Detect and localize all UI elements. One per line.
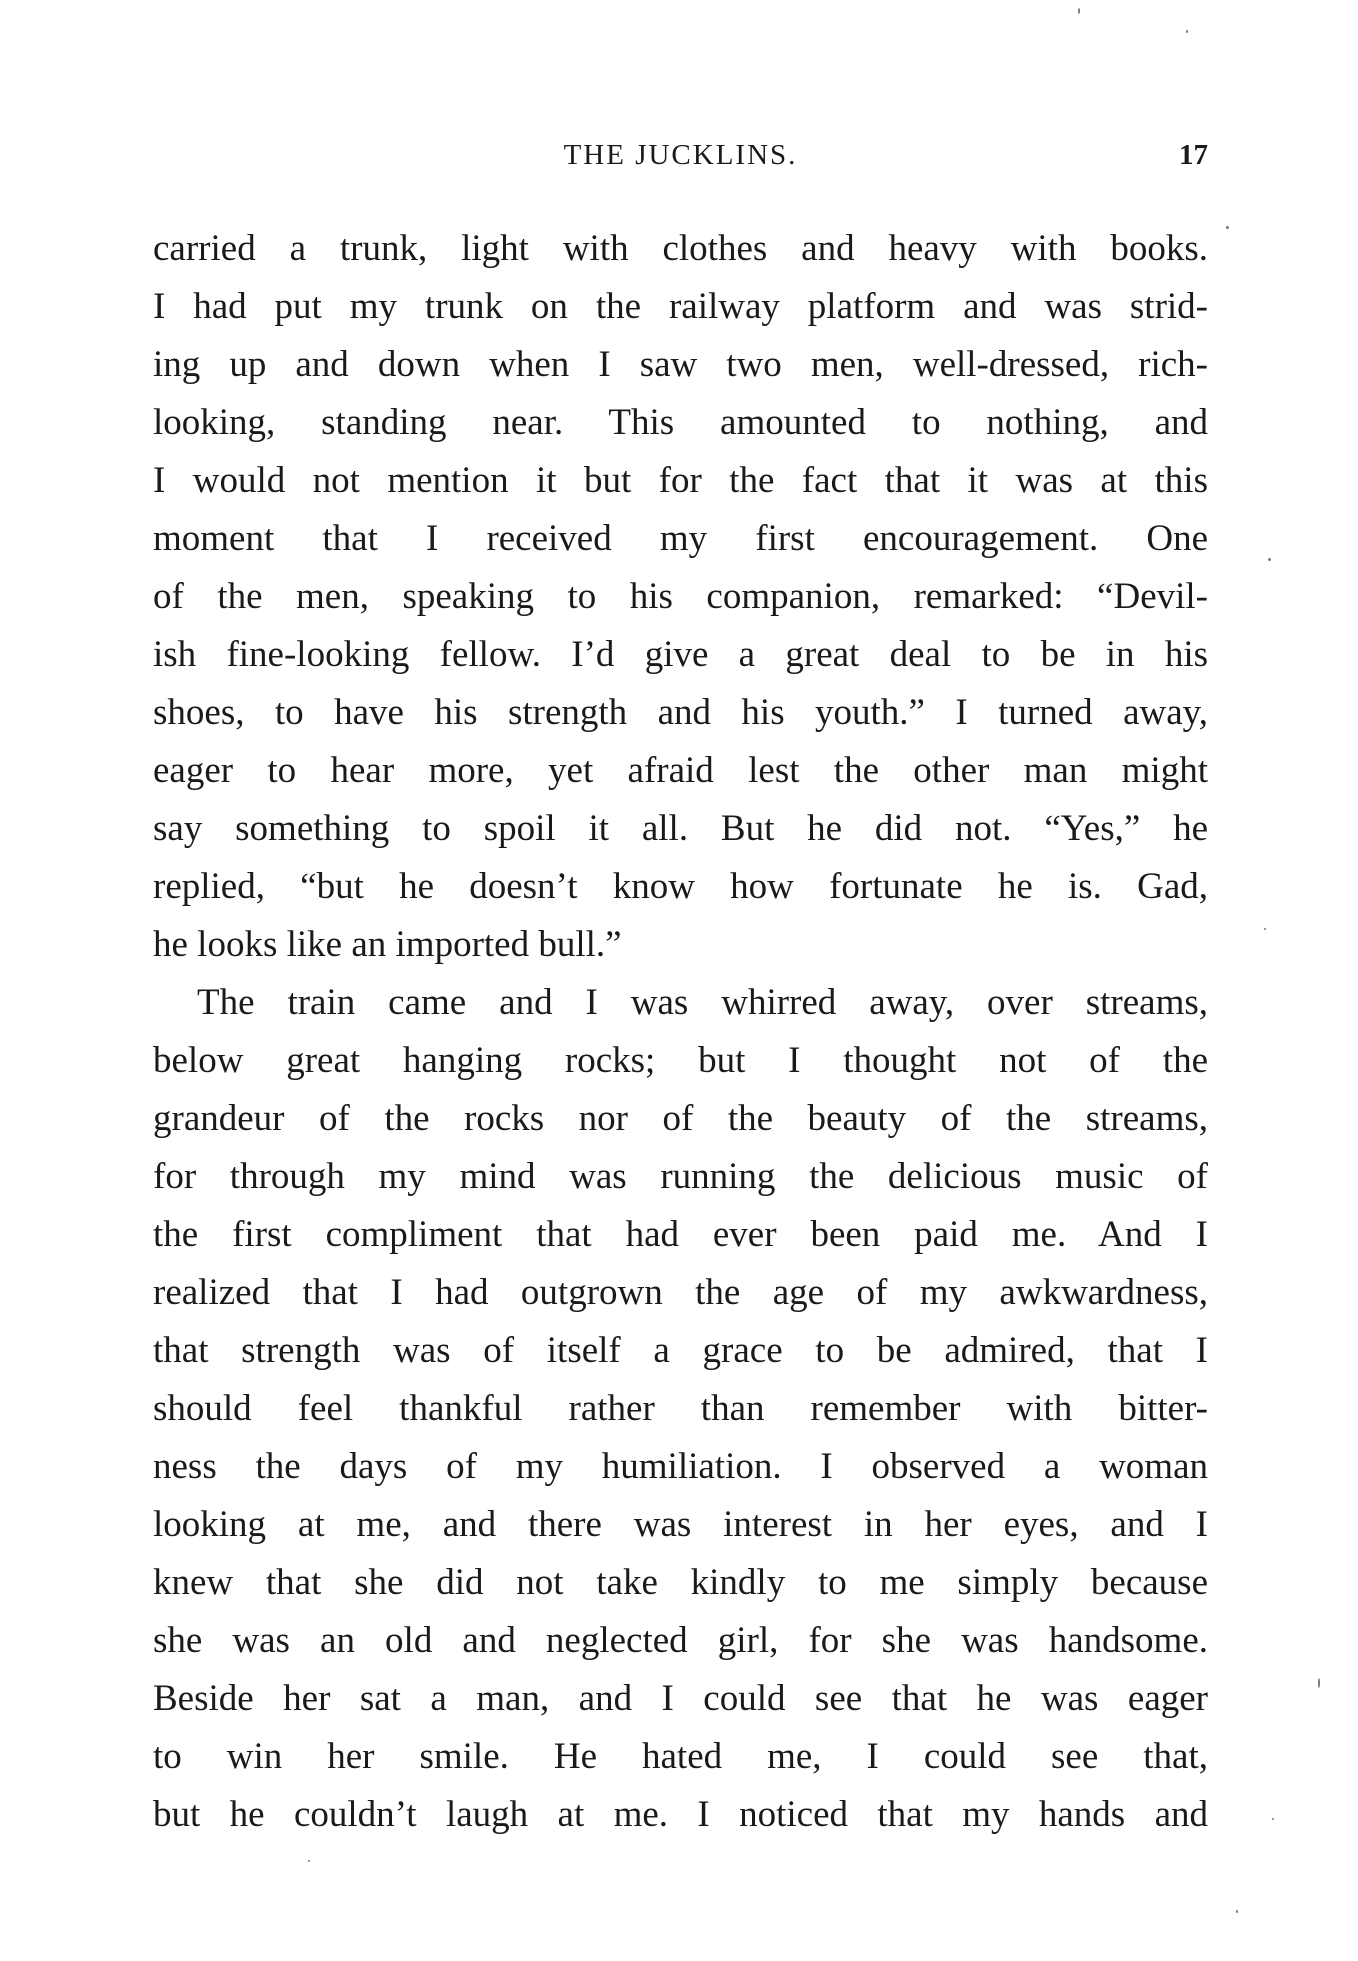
page-number: 17 xyxy=(1179,139,1208,171)
paragraph-2 xyxy=(153,974,1208,1844)
paper-speck xyxy=(1268,558,1271,561)
text-line: of the men, speaking to his companion, remarked: “Devil- xyxy=(153,576,1208,617)
text-line: replied, “but he doesn’t know how fortunate he is. Gad, xyxy=(153,866,1208,907)
text-line: for through my mind was running the delicious music of xyxy=(153,1156,1208,1197)
text-line: I would not mention it but for the fact that it was at this xyxy=(153,460,1208,501)
body-text xyxy=(153,220,1208,1844)
text-line: ish fine-looking fellow. I’d give a great deal to be in his xyxy=(153,634,1208,675)
paper-speck xyxy=(1078,8,1080,14)
paper-speck xyxy=(1236,1910,1238,1913)
text-line: The train came and I was whirred away, over streams, xyxy=(197,982,1208,1023)
paper-speck xyxy=(308,1860,310,1862)
text-line: but he couldn’t laugh at me. I noticed that my hands and xyxy=(153,1794,1208,1835)
text-line: moment that I received my first encouragement. One xyxy=(153,518,1208,559)
text-line: carried a trunk, light with clothes and heavy with books. xyxy=(153,228,1208,269)
paper-speck xyxy=(1272,1818,1274,1820)
text-line: realized that I had outgrown the age of my awkwardness, xyxy=(153,1272,1208,1313)
text-line: below great hanging rocks; but I thought not of the xyxy=(153,1040,1208,1081)
text-line: that strength was of itself a grace to be admired, that I xyxy=(153,1330,1208,1371)
running-head xyxy=(153,133,1208,177)
text-line: looking at me, and there was interest in her eyes, and I xyxy=(153,1504,1208,1545)
paper-speck xyxy=(1186,30,1188,33)
text-line: eager to hear more, yet afraid lest the other man might xyxy=(153,750,1208,791)
text-line: she was an old and neglected girl, for she was handsome. xyxy=(153,1620,1208,1661)
paper-speck xyxy=(1226,226,1229,229)
text-line: Beside her sat a man, and I could see that he was eager xyxy=(153,1678,1208,1719)
text-line: he looks like an imported bull.” xyxy=(153,924,622,965)
paragraph-1 xyxy=(153,220,1208,974)
text-line: should feel thankful rather than remember with bitter- xyxy=(153,1388,1208,1429)
paper-speck xyxy=(1264,928,1266,930)
text-line: grandeur of the rocks nor of the beauty of the streams, xyxy=(153,1098,1208,1139)
text-line: to win her smile. He hated me, I could see that, xyxy=(153,1736,1208,1777)
paper-speck xyxy=(1318,1678,1320,1688)
running-title: THE JUCKLINS. xyxy=(563,139,798,171)
text-line: say something to spoil it all. But he did not. “Yes,” he xyxy=(153,808,1208,849)
text-line: looking, standing near. This amounted to nothing, and xyxy=(153,402,1208,443)
text-line: ing up and down when I saw two men, well-dressed, rich- xyxy=(153,344,1208,385)
text-line: ness the days of my humiliation. I observed a woman xyxy=(153,1446,1208,1487)
text-line: the first compliment that had ever been paid me. And I xyxy=(153,1214,1208,1255)
text-line: I had put my trunk on the railway platform and was strid- xyxy=(153,286,1208,327)
text-line: knew that she did not take kindly to me simply because xyxy=(153,1562,1208,1603)
text-line: shoes, to have his strength and his youth.” I turned away, xyxy=(153,692,1208,733)
